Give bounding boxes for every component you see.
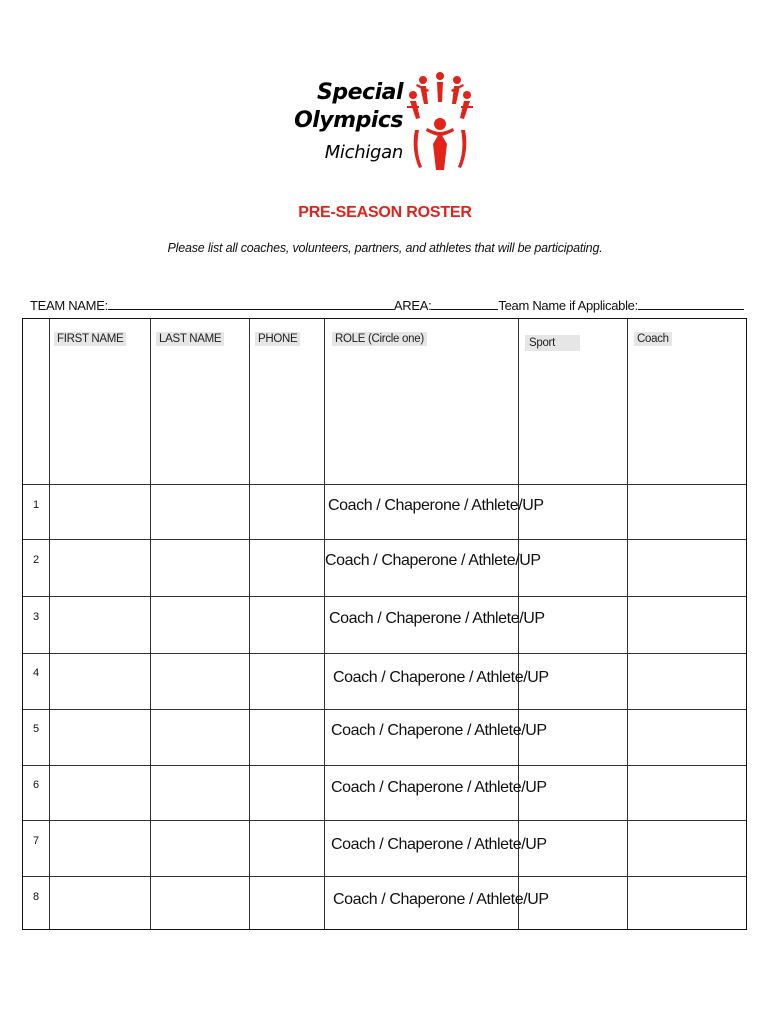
header-last-name: LAST NAME bbox=[156, 332, 224, 346]
team-name-field[interactable] bbox=[108, 297, 394, 310]
row-divider bbox=[23, 765, 746, 766]
logo-line-olympics: Olympics bbox=[294, 108, 403, 133]
role-options[interactable]: Coach / Chaperone / Athlete/UP bbox=[331, 779, 547, 796]
header-phone: PHONE bbox=[255, 332, 300, 346]
row-number: 4 bbox=[32, 667, 40, 679]
row-divider bbox=[23, 653, 746, 654]
column-divider bbox=[249, 319, 250, 929]
role-options[interactable]: Coach / Chaperone / Athlete/UP bbox=[331, 722, 547, 739]
row-divider bbox=[23, 820, 746, 821]
page-title: PRE-SEASON ROSTER bbox=[298, 204, 472, 221]
header-sport: Sport bbox=[525, 335, 580, 351]
row-divider bbox=[23, 876, 746, 877]
team-name-if-applicable-label: Team Name if Applicable: bbox=[498, 298, 638, 313]
team-name-label: TEAM NAME: bbox=[30, 298, 108, 313]
page-subtitle: Please list all coaches, volunteers, partners, and athletes that will be participating. bbox=[167, 241, 603, 255]
role-options[interactable]: Coach / Chaperone / Athlete/UP bbox=[328, 497, 544, 514]
team-info-line bbox=[30, 297, 720, 313]
roster-table bbox=[22, 318, 747, 930]
row-number: 7 bbox=[32, 835, 40, 847]
header-first-name: FIRST NAME bbox=[54, 332, 126, 346]
special-olympics-michigan-logo bbox=[294, 70, 475, 175]
column-divider bbox=[324, 319, 325, 929]
logo-line-michigan: Michigan bbox=[324, 142, 403, 163]
header-coach: Coach bbox=[634, 332, 672, 346]
column-divider bbox=[150, 319, 151, 929]
role-options[interactable]: Coach / Chaperone / Athlete/UP bbox=[333, 669, 549, 686]
header-role: ROLE (Circle one) bbox=[332, 332, 427, 346]
role-options[interactable]: Coach / Chaperone / Athlete/UP bbox=[325, 552, 541, 569]
area-label: AREA: bbox=[393, 298, 432, 313]
row-divider bbox=[23, 596, 746, 597]
row-number: 5 bbox=[32, 723, 40, 735]
column-divider bbox=[49, 319, 50, 929]
column-divider bbox=[627, 319, 628, 929]
row-divider bbox=[23, 709, 746, 710]
special-olympics-figures-icon bbox=[405, 70, 475, 175]
row-number: 6 bbox=[32, 779, 40, 791]
row-divider bbox=[23, 539, 746, 540]
logo-line-special: Special bbox=[317, 80, 403, 105]
row-number: 1 bbox=[32, 499, 40, 511]
role-options[interactable]: Coach / Chaperone / Athlete/UP bbox=[329, 610, 545, 627]
area-field[interactable] bbox=[431, 297, 498, 310]
row-divider bbox=[23, 484, 746, 485]
role-options[interactable]: Coach / Chaperone / Athlete/UP bbox=[331, 836, 547, 853]
row-number: 2 bbox=[32, 554, 40, 566]
team-name-if-applicable-field[interactable] bbox=[638, 297, 744, 310]
row-number: 3 bbox=[32, 611, 40, 623]
role-options[interactable]: Coach / Chaperone / Athlete/UP bbox=[333, 891, 549, 908]
row-number: 8 bbox=[32, 891, 40, 903]
